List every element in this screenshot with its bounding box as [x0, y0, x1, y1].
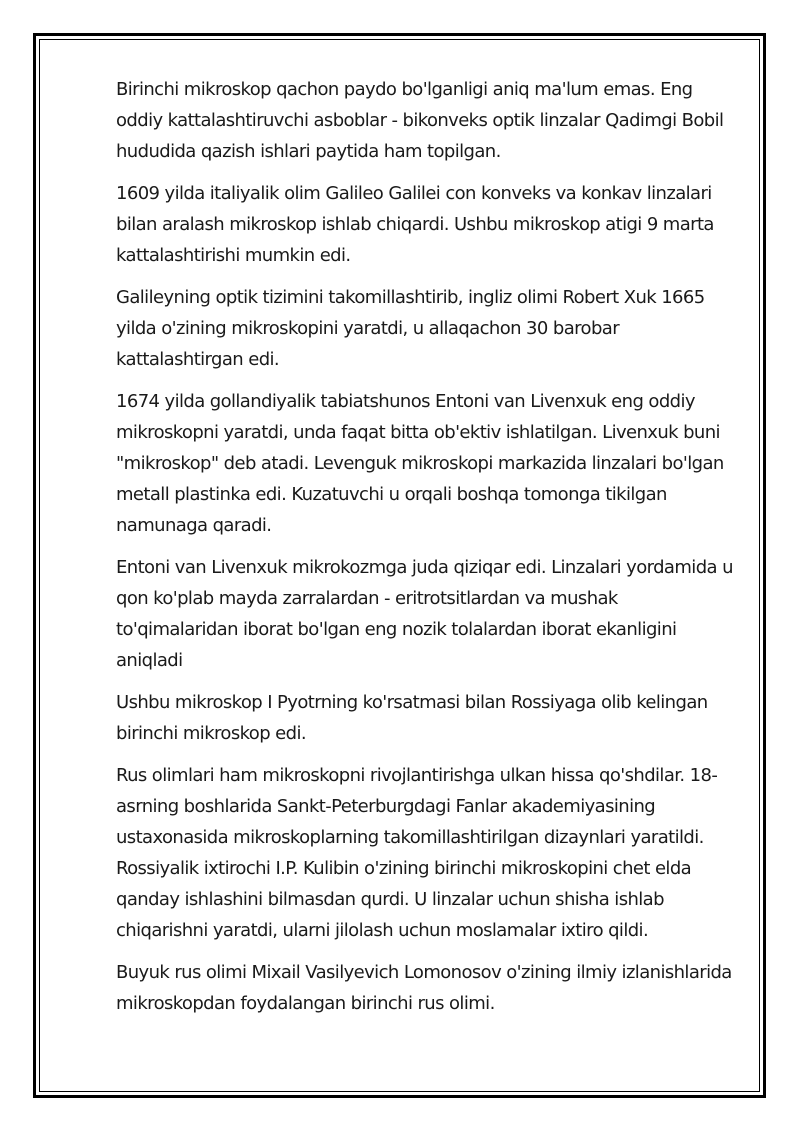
- paragraph-6: Ushbu mikroskop I Pyotrning ko'rsatmasi bilan Rossiyaga olib kelingan birinchi mikroskop edi.: [116, 692, 708, 744]
- paragraph-8: Buyuk rus olimi Mixail Vasilyevich Lomonosov o'zining ilmiy izlanishlarida mikroskopdan foydalangan birinchi rus olimi.: [116, 962, 732, 1014]
- paragraph-2: 1609 yilda italiyalik olim Galileo Galilei con konveks va konkav linzalari bilan aralash mikroskop ishlab chiqardi. Ushbu mikroskop atigi 9 marta kattalashtirishi mumkin edi.: [116, 183, 714, 266]
- paragraph-4: 1674 yilda gollandiyalik tabiatshunos Entoni van Livenxuk eng oddiy mikroskopni yaratdi, unda faqat bitta ob'ektiv ishlatilgan. Livenxuk buni "mikroskop" deb atadi. Levenguk mikroskopi markazida linzalari bo'lgan metall plastinka edi. Kuzatuvchi u orqali boshqa tomonga tikilgan namunaga qaradi.: [116, 391, 724, 536]
- paragraph-5: Entoni van Livenxuk mikrokozmga juda qiziqar edi. Linzalari yordamida u qon ko'plab mayda zarralardan - eritrotsitlardan va mushak to'qimalaridan iborat bo'lgan eng nozik tolalardan iborat ekanligini aniqladi: [116, 557, 733, 671]
- paragraph-7: Rus olimlari ham mikroskopni rivojlantirishga ulkan hissa qo'shdilar. 18-asrning boshlarida Sankt-Peterburgdagi Fanlar akademiyasining ustaxonasida mikroskoplarning takomillashtirilgan dizaynlari yaratildi. Rossiyalik ixtirochi I.P. Kulibin o'zining birinchi mikroskopini chet elda qanday ishlashini bilmasdan qurdi. U linzalar uchun shisha ishlab chiqarishni yaratdi, ularni jilolash uchun moslamalar ixtiro qildi.: [116, 765, 718, 941]
- paragraph-3: Galileyning optik tizimini takomillashtirib, ingliz olimi Robert Xuk 1665 yilda o'zining mikroskopini yaratdi, u allaqachon 30 barobar kattalashtirgan edi.: [116, 287, 705, 370]
- document-body: [116, 74, 736, 1030]
- paragraph-1: Birinchi mikroskop qachon paydo bo'lganligi aniq ma'lum emas. Eng oddiy kattalashtiruvchi asboblar - bikonveks optik linzalar Qadimgi Bobil hududida qazish ishlari paytida ham topilgan.: [116, 79, 724, 162]
